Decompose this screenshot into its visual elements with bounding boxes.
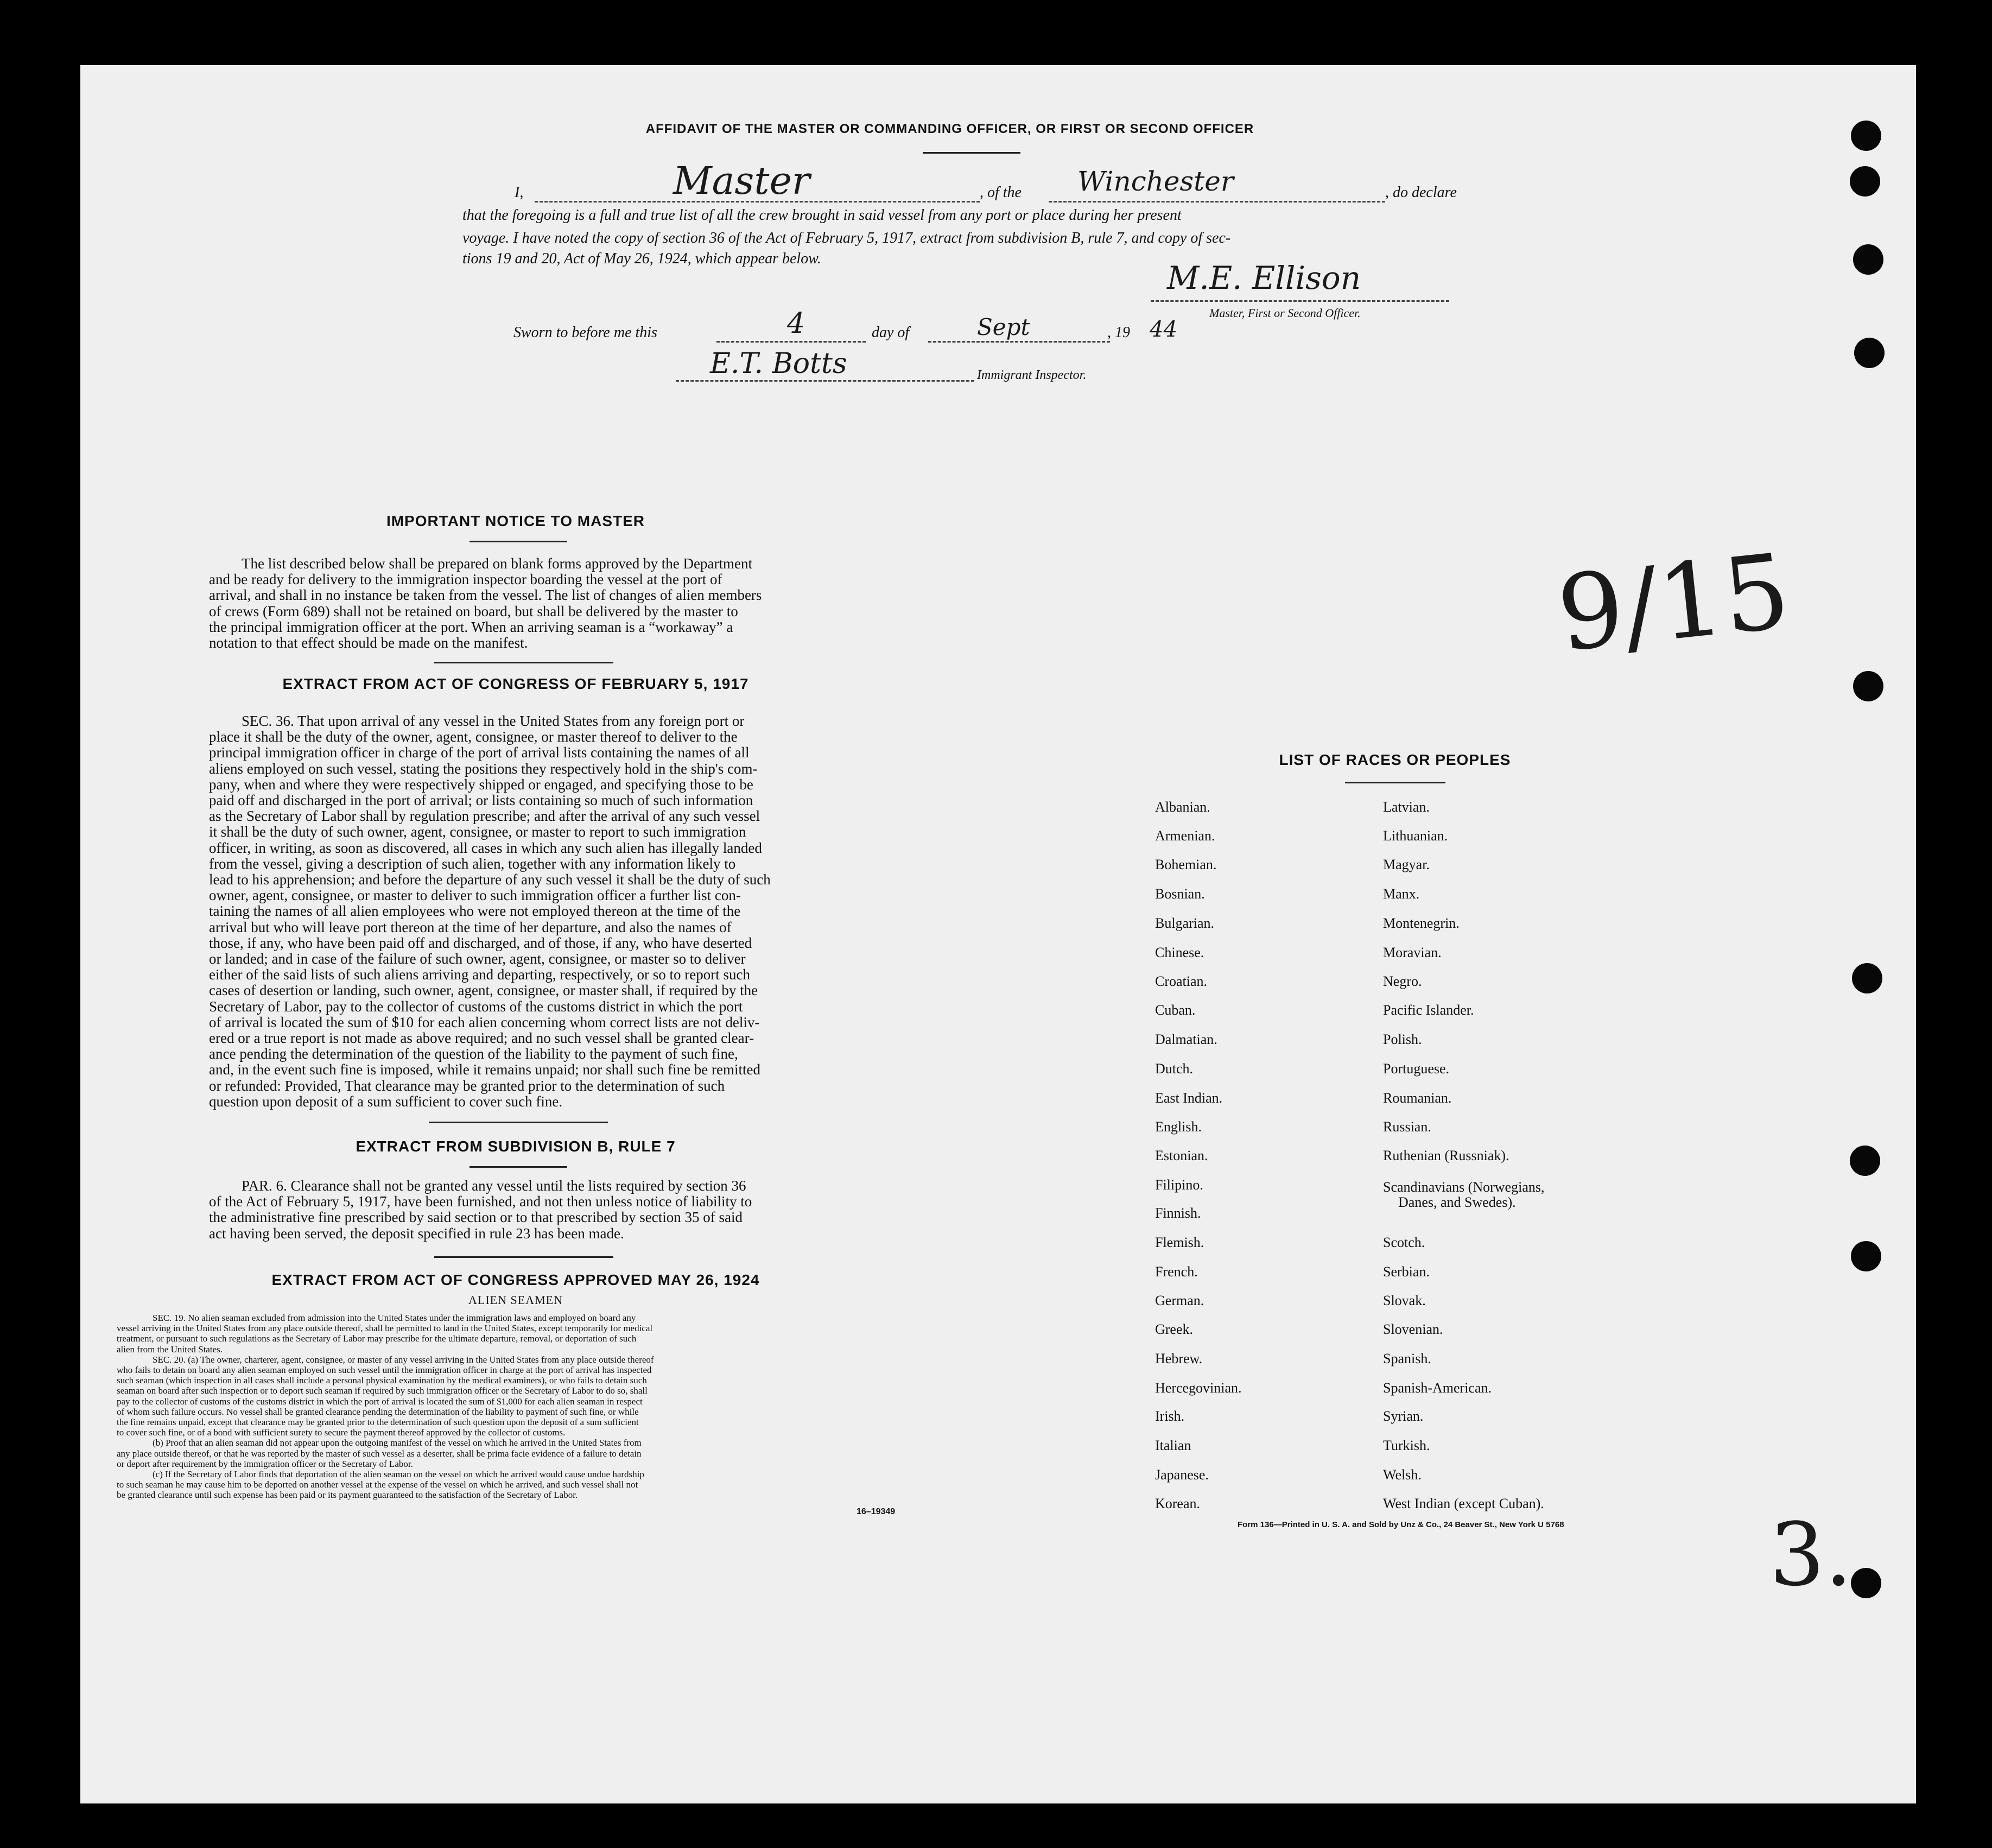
extract-1917-line: SEC. 36. That upon arrival of any vessel in the United States from any foreign port or bbox=[242, 713, 745, 729]
title-rule bbox=[923, 152, 1020, 154]
races-rule bbox=[1345, 782, 1445, 783]
inspector-signature: E.T. Botts bbox=[710, 347, 847, 380]
extract-1924-line: of whom such failure occurs. No vessel shall be granted clearance pending the determination of the liability to payment of such fine, or while bbox=[117, 1406, 639, 1417]
punch-hole bbox=[1854, 338, 1885, 368]
extract-1924-line: pay to the collector of customs of the customs district in which the port of arrival is located the sum of $1,000 for each alien seaman in respect bbox=[117, 1396, 643, 1407]
do-declare-label: , do declare bbox=[1385, 184, 1457, 201]
extract-1917-line: paid off and discharged in the port of arrival; or lists containing so much of such information bbox=[209, 792, 753, 809]
form-footer: Form 136—Printed in U. S. A. and Sold by Unz & Co., 24 Beaver St., New York U 5768 bbox=[1238, 1520, 1564, 1529]
race-item: Chinese. bbox=[1155, 945, 1204, 960]
race-item: French. bbox=[1155, 1264, 1198, 1280]
punch-hole bbox=[1852, 963, 1882, 993]
race-item: Bosnian. bbox=[1155, 886, 1205, 902]
race-item: Cuban. bbox=[1155, 1002, 1196, 1018]
extract-1917-line: owner, agent, consignee, or master to deliver to such immigration officer a further list con- bbox=[209, 887, 741, 904]
race-item: West Indian (except Cuban). bbox=[1383, 1496, 1544, 1511]
extract-1924-line: treatment, or pursuant to such regulations as the Secretary of Labor may prescribe for the ultimate departure, removal, or deportation of such bbox=[117, 1333, 637, 1344]
notice-line: and be ready for delivery to the immigration inspector boarding the vessel at the port of bbox=[209, 571, 722, 588]
race-item: Manx. bbox=[1383, 886, 1420, 902]
race-item: Croatian. bbox=[1155, 973, 1208, 989]
race-item: Estonian. bbox=[1155, 1148, 1208, 1163]
notice-rule bbox=[470, 541, 567, 542]
page-mark: 3. bbox=[1769, 1504, 1853, 1605]
declaration-line-2: voyage. I have noted the copy of section 36 of the Act of February 5, 1917, extract from subdivision B, rule 7, and copy of sec- bbox=[462, 230, 1231, 246]
handwritten-day: 4 bbox=[787, 307, 805, 340]
extract-1924-line: such seaman (which inspection in all cases shall include a personal physical examination by the medical examiners), or who fails to detain such bbox=[117, 1375, 647, 1386]
rule7-line: act having been served, the deposit specified in rule 23 has been made. bbox=[209, 1225, 624, 1242]
extract-1924-line: (c) If the Secretary of Labor finds that deportation of the alien seaman on the vessel on which he arrived would cause undue hardship bbox=[153, 1469, 644, 1480]
sworn-label: Sworn to before me this bbox=[513, 324, 657, 341]
extract-1917-line: those, if any, who have been paid off and discharged, and of those, if any, who have deserted bbox=[209, 934, 752, 951]
extract-1917-line: question upon deposit of a sum sufficient to cover such fine. bbox=[209, 1093, 563, 1110]
race-item: German. bbox=[1155, 1293, 1204, 1308]
handwritten-vessel: Winchester bbox=[1077, 166, 1234, 197]
of-the-label: , of the bbox=[980, 184, 1022, 201]
race-item: Italian bbox=[1155, 1438, 1191, 1453]
race-item: Korean. bbox=[1155, 1496, 1201, 1511]
extract-1917-line: pany, when and where they were respectively shipped or engaged, and specifying those to be bbox=[209, 776, 753, 793]
race-item: Lithuanian. bbox=[1383, 828, 1448, 844]
race-item: Scandinavians (Norwegians, bbox=[1383, 1179, 1545, 1195]
punch-hole bbox=[1853, 671, 1883, 701]
extract-1924-body bbox=[117, 1313, 901, 1501]
extract-1917-line: either of the said lists of such aliens arriving and departing, respectively, or so to report such bbox=[209, 966, 750, 983]
race-item: Pacific Islander. bbox=[1383, 1002, 1474, 1018]
extract-1917-line: ered or a true report is not made as above required; and no such vessel shall be granted clear- bbox=[209, 1030, 754, 1047]
extract-1917-line: cases of desertion or landing, such owner, agent, consignee, or master shall, if required by the bbox=[209, 982, 758, 999]
extract-1917-line: of arrival is located the sum of $10 for each alien concerning whom correct lists are not deliv- bbox=[209, 1014, 760, 1030]
race-item: Scotch. bbox=[1383, 1235, 1425, 1250]
extract-1924-line: to cover such fine, or of a bond with sufficient surety to secure the payment thereof approved by the collector of customs. bbox=[117, 1427, 566, 1438]
punch-hole bbox=[1851, 121, 1881, 151]
rule7-title: EXTRACT FROM SUBDIVISION B, RULE 7 bbox=[356, 1138, 676, 1155]
extract-1917-line: ance pending the determination of the question of the liability to the payment of such fine, bbox=[209, 1046, 738, 1062]
race-item: Albanian. bbox=[1155, 799, 1210, 815]
vessel-line bbox=[1049, 201, 1385, 202]
extract-1917-line: lead to his apprehension; and before the departure of any such vessel it shall be the duty of such bbox=[209, 871, 771, 888]
extract-1917-title: EXTRACT FROM ACT OF CONGRESS OF FEBRUARY 5, 1917 bbox=[282, 675, 749, 692]
punch-hole bbox=[1851, 1568, 1881, 1598]
race-item: Serbian. bbox=[1383, 1264, 1430, 1280]
rule7-end-rule bbox=[434, 1256, 613, 1258]
declaration-line-1: that the foregoing is a full and true list of all the crew brought in said vessel from any port or place during her present bbox=[462, 207, 1182, 224]
race-item: Syrian. bbox=[1383, 1408, 1424, 1424]
handwritten-month: Sept bbox=[977, 314, 1030, 340]
extract-1917-line: it shall be the duty of such owner, agent, consignee, or master to report to such immigration bbox=[209, 824, 746, 840]
extract-1917-line: as the Secretary of Labor shall by regulation prescribe; and after the arrival of any such vessel bbox=[209, 808, 760, 825]
race-item: Magyar. bbox=[1383, 857, 1430, 872]
extract-1917-line: taining the names of all alien employees who were not employed thereon at the time of the bbox=[209, 903, 741, 920]
affidavit-title: AFFIDAVIT OF THE MASTER OR COMMANDING OFFICER, OR FIRST OR SECOND OFFICER bbox=[645, 122, 1254, 136]
declaration-line-3: tions 19 and 20, Act of May 26, 1924, which appear below. bbox=[462, 250, 821, 267]
race-item: Spanish-American. bbox=[1383, 1380, 1492, 1396]
race-item: Irish. bbox=[1155, 1408, 1185, 1424]
punch-hole bbox=[1851, 1241, 1881, 1271]
race-item: Spanish. bbox=[1383, 1351, 1431, 1366]
race-item: Armenian. bbox=[1155, 828, 1215, 844]
extract-1917-line: principal immigration officer in charge of the port of arrival lists containing the names of all bbox=[209, 744, 750, 761]
race-item: Russian. bbox=[1383, 1119, 1431, 1135]
extract-1917-line: or landed; and in case of the failure of such owner, agent, consignee, or master so to deliver bbox=[209, 951, 746, 967]
punch-hole bbox=[1853, 244, 1883, 275]
affidavit-i-label: I, bbox=[515, 184, 524, 201]
year-prefix: , 19 bbox=[1107, 324, 1130, 341]
race-item: Moravian. bbox=[1383, 945, 1442, 960]
race-item: Dalmatian. bbox=[1155, 1031, 1217, 1047]
extract-1917-end-rule bbox=[429, 1122, 608, 1123]
race-item: Bulgarian. bbox=[1155, 915, 1215, 931]
races-title: LIST OF RACES OR PEOPLES bbox=[1279, 751, 1511, 768]
notice-line: notation to that effect should be made on the manifest. bbox=[209, 635, 528, 651]
form-code: 16–19349 bbox=[857, 1507, 896, 1516]
race-item: Finnish. bbox=[1155, 1205, 1201, 1221]
margin-note: 9/15 bbox=[1552, 531, 1796, 675]
handwritten-name: Master bbox=[673, 159, 810, 203]
extract-1917-line: Secretary of Labor, pay to the collector of customs of the customs district in which the port bbox=[209, 998, 743, 1015]
extract-1924-line: or deport after requirement by the immigration officer or the Secretary of Labor. bbox=[117, 1458, 413, 1469]
extract-1917-line: and, in the event such fine is imposed, while it remains unpaid; nor shall such fine be remitted bbox=[209, 1061, 761, 1078]
race-item: Bohemian. bbox=[1155, 857, 1217, 872]
race-item: Latvian. bbox=[1383, 799, 1430, 815]
handwritten-year: 44 bbox=[1150, 317, 1177, 342]
notice-body bbox=[209, 556, 822, 651]
extract-1917-line: arrival but who will leave port thereon at the time of her departure, and also the names of bbox=[209, 919, 732, 935]
extract-1924-subtitle: ALIEN SEAMEN bbox=[468, 1293, 563, 1307]
extract-1924-line: seaman on board after such inspection or to deport such seaman if required by such immigration officer or the Secretary of Labor to do so, shall bbox=[117, 1385, 648, 1396]
race-item: East Indian. bbox=[1155, 1090, 1223, 1106]
race-item: Danes, and Swedes). bbox=[1398, 1194, 1516, 1210]
rule7-line: the administrative fine prescribed by said section or to that prescribed by section 35 of said bbox=[209, 1209, 743, 1226]
race-item: Japanese. bbox=[1155, 1467, 1209, 1483]
rule7-line: PAR. 6. Clearance shall not be granted any vessel until the lists required by section 36 bbox=[242, 1178, 746, 1194]
extract-1924-line: be granted clearance until such expense has been paid or its payment guaranteed to the satisfaction of the Secretary of Labor. bbox=[117, 1490, 578, 1501]
extract-1917-line: from the vessel, giving a description of such alien, together with any information likely to bbox=[209, 855, 736, 872]
race-item: English. bbox=[1155, 1119, 1202, 1135]
race-item: Ruthenian (Russniak). bbox=[1383, 1148, 1509, 1163]
month-line bbox=[928, 341, 1110, 343]
race-item: Hercegovinian. bbox=[1155, 1380, 1242, 1396]
punch-hole bbox=[1850, 1145, 1880, 1176]
extract-1917-line: or refunded: Provided, That clearance may be granted prior to the determination of such bbox=[209, 1077, 725, 1094]
extract-1924-line: vessel arriving in the United States from any place outside thereof, shall be permitted to land in the United States, except temporarily for medical bbox=[117, 1323, 653, 1334]
inspector-line bbox=[676, 380, 974, 382]
extract-1924-line: SEC. 19. No alien seaman excluded from admission into the United States under the immigration laws and employed on board any bbox=[153, 1313, 636, 1323]
notice-end-rule bbox=[434, 662, 613, 663]
extract-1924-line: alien from the United States. bbox=[117, 1344, 223, 1355]
race-item: Negro. bbox=[1383, 973, 1422, 989]
notice-line: The list described below shall be prepared on blank forms approved by the Department bbox=[242, 555, 752, 572]
race-item: Filipino. bbox=[1155, 1177, 1203, 1193]
notice-title: IMPORTANT NOTICE TO MASTER bbox=[386, 512, 645, 529]
race-item: Slovak. bbox=[1383, 1293, 1426, 1308]
extract-1924-title: EXTRACT FROM ACT OF CONGRESS APPROVED MAY 26, 1924 bbox=[271, 1271, 760, 1288]
race-item: Hebrew. bbox=[1155, 1351, 1203, 1366]
race-item: Portuguese. bbox=[1383, 1061, 1450, 1077]
race-item: Roumanian. bbox=[1383, 1090, 1452, 1106]
day-of-label: day of bbox=[872, 324, 910, 341]
extract-1924-line: SEC. 20. (a) The owner, charterer, agent, consignee, or master of any vessel arriving in the United States from any place outside thereof bbox=[153, 1354, 654, 1365]
punch-hole bbox=[1850, 166, 1880, 197]
notice-line: of crews (Form 689) shall not be retained on board, but shall be delivered by the master to bbox=[209, 603, 738, 619]
extract-1917-line: place it shall be the duty of the owner, agent, consignee, or master thereof to deliver to the bbox=[209, 729, 738, 745]
extract-1924-line: the fine remains unpaid, except that clearance may be granted prior to the determination of such question upon the deposit of a sum sufficient bbox=[117, 1417, 639, 1428]
day-line bbox=[716, 341, 866, 343]
rule7-body bbox=[209, 1178, 822, 1242]
notice-line: the principal immigration officer at the port. When an arriving seaman is a “workaway” a bbox=[209, 618, 733, 635]
extract-1924-line: who fails to detain on board any alien seaman employed on such vessel until the immigration officer in charge at the port of arrival has inspected bbox=[117, 1365, 652, 1376]
race-item: Montenegrin. bbox=[1383, 915, 1460, 931]
race-item: Dutch. bbox=[1155, 1061, 1194, 1077]
race-item: Polish. bbox=[1383, 1031, 1422, 1047]
extract-1924-line: any place outside thereof, or that he was reported by the master of such vessel as a deserter, shall be prima facie evidence of a failure to detain bbox=[117, 1448, 642, 1459]
extract-1924-line: to such seaman he may cause him to be deported on another vessel at the expense of the vessel on which he arrived, and such vessel shall not bbox=[117, 1479, 638, 1490]
notice-line: arrival, and shall in no instance be taken from the vessel. The list of changes of alien members bbox=[209, 587, 762, 604]
race-item: Greek. bbox=[1155, 1321, 1194, 1337]
rule7-line: of the Act of February 5, 1917, have been furnished, and not then unless notice of liability to bbox=[209, 1193, 752, 1210]
extract-1917-line: officer, in writing, as soon as discovered, all cases in which any such alien has illegally landed bbox=[209, 839, 762, 856]
race-item: Welsh. bbox=[1383, 1467, 1422, 1483]
extract-1917-body bbox=[209, 713, 822, 1110]
rule7-rule bbox=[470, 1166, 567, 1168]
race-item: Flemish. bbox=[1155, 1235, 1204, 1250]
extract-1924-line: (b) Proof that an alien seaman did not appear upon the outgoing manifest of the vessel on which he arrived in the United States from bbox=[153, 1438, 642, 1448]
race-item: Slovenian. bbox=[1383, 1321, 1443, 1337]
officer-caption: Master, First or Second Officer. bbox=[1209, 306, 1361, 320]
race-item: Turkish. bbox=[1383, 1438, 1430, 1453]
officer-signature: M.E. Ellison bbox=[1167, 260, 1361, 296]
extract-1917-line: aliens employed on such vessel, stating the positions they respectively hold in the ship's com- bbox=[209, 760, 758, 777]
inspector-caption: Immigrant Inspector. bbox=[977, 368, 1087, 382]
